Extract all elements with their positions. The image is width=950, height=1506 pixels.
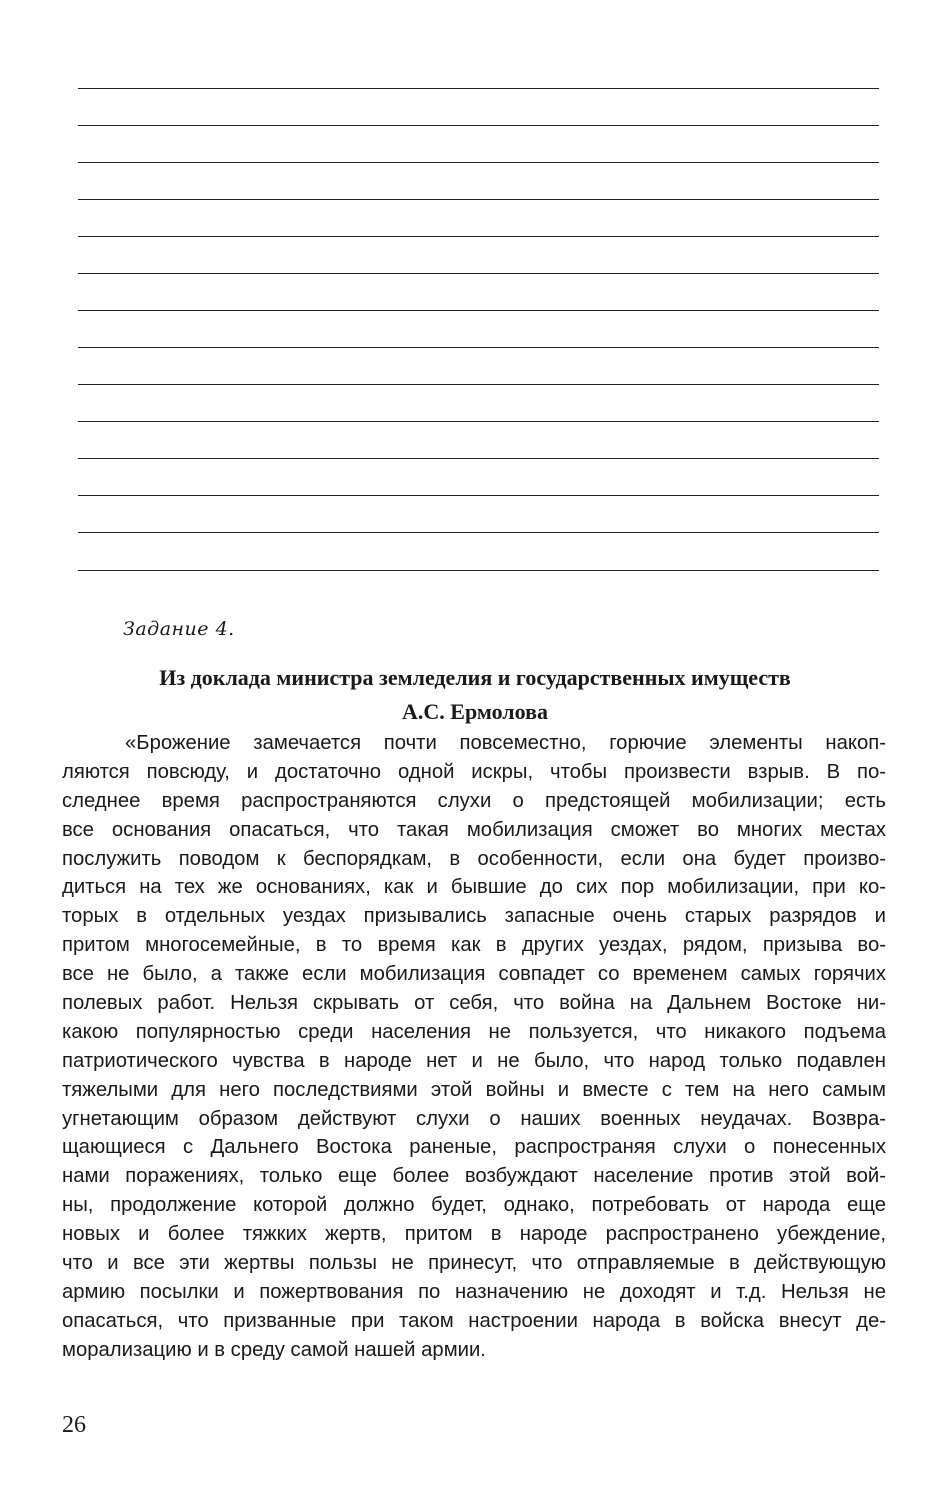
answer-line (78, 532, 879, 533)
text-line: все основания опасаться, что такая мобилизация сможет во многих местах (62, 818, 886, 841)
text-line: послужить поводом к беспорядкам, в особенности, если она будет произво- (62, 847, 886, 870)
document-title: Из доклада министра земледелия и государственных имуществ (159, 665, 791, 690)
answer-line (78, 125, 879, 126)
document-author: А.С. Ермолова (402, 699, 548, 724)
text-line: следнее время распространяются слухи о предстоящей мобилизации; есть (62, 789, 886, 812)
answer-line (78, 421, 879, 422)
text-line: ны, продолжение которой должно будет, однако, потребовать от народа еще (62, 1194, 886, 1217)
text-line: патриотического чувства в народе нет и не было, что народ только подавлен (62, 1049, 886, 1072)
text-line: торых в отдельных уездах призывались запасные очень старых разрядов и (62, 905, 886, 928)
answer-line (78, 310, 879, 311)
answer-line (78, 199, 879, 200)
text-line: полевых работ. Нельзя скрывать от себя, что война на Дальнем Востоке ни- (62, 992, 886, 1015)
text-line: какою популярностью среди населения не пользуется, что никакого подъема (62, 1020, 886, 1043)
document-body (62, 729, 886, 1365)
answer-line (78, 236, 879, 237)
text-line: щающиеся с Дальнего Востока раненые, распространяя слухи о понесенных (62, 1136, 886, 1159)
answer-line (78, 570, 879, 571)
answer-line (78, 458, 879, 459)
text-line: морализацию и в среду самой нашей армии. (62, 1338, 486, 1361)
text-line: армию посылки и пожертвования по назначению не доходят и т.д. Нельзя не (62, 1280, 886, 1303)
text-line: «Брожение замечается почти повсеместно, горючие элементы накоп- (125, 732, 886, 754)
text-line: ляются повсюду, и достаточно одной искры, чтобы произвести взрыв. В по- (62, 760, 886, 783)
text-line: новых и более тяжких жертв, притом в народе распространено убеждение, (62, 1223, 886, 1246)
text-line: что и все эти жертвы пользы не принесут, что отправляемые в действующую (62, 1252, 886, 1275)
answer-line (78, 273, 879, 274)
text-line: все не было, а также если мобилизация совпадет со временем самых горячих (62, 963, 886, 986)
text-line: нами поражениях, только еще более возбуждают население против этой вой- (62, 1165, 886, 1188)
text-line: притом многосемейные, в то время как в других уездах, рядом, призыва во- (62, 934, 886, 957)
answer-line (78, 347, 879, 348)
answer-line (78, 88, 879, 89)
text-line: тяжелыми для него последствиями этой войны и вместе с тем на него самым (62, 1078, 886, 1101)
answer-line (78, 384, 879, 385)
text-line: диться на тех же основаниях, как и бывшие до сих пор мобилизации, при ко- (62, 876, 886, 899)
answer-line (78, 495, 879, 496)
task-label: Задание 4. (123, 618, 235, 640)
text-line: угнетающим образом действуют слухи о наших военных неудачах. Возвра- (62, 1107, 886, 1130)
page-number: 26 (62, 1412, 86, 1438)
text-line: опасаться, что призванные при таком настроении народа в войска внесут де- (62, 1309, 886, 1332)
answer-line (78, 162, 879, 163)
